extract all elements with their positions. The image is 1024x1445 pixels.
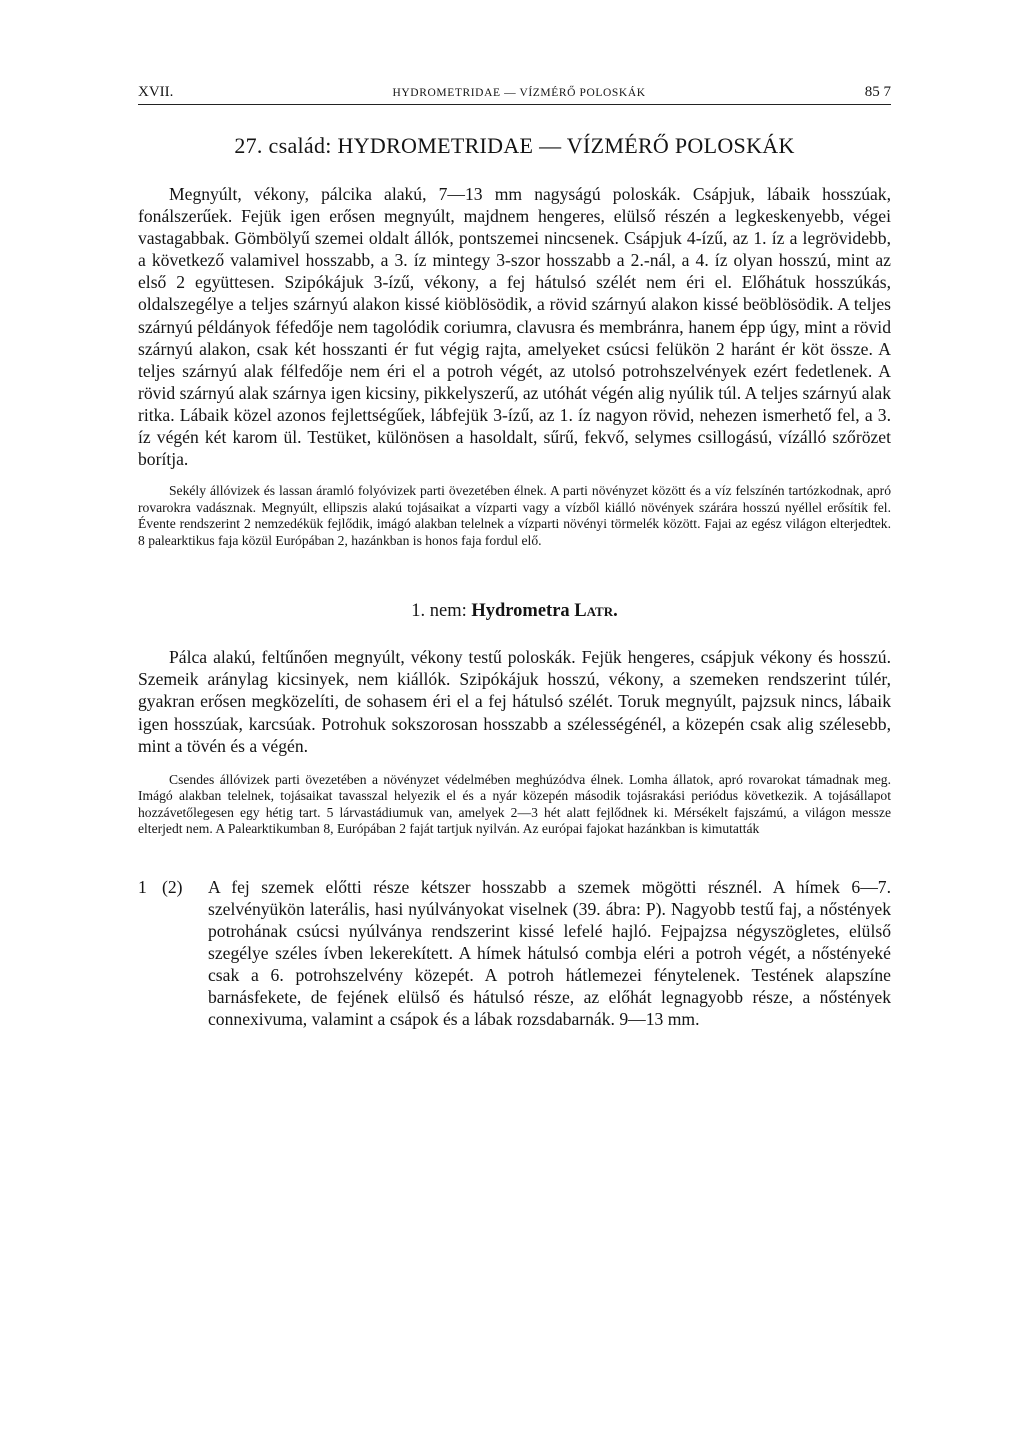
running-head bbox=[138, 84, 891, 105]
family-description: Megnyúlt, vékony, pálcika alakú, 7—13 mm nagyságú poloskák. Csápjuk, lábaik hosszúak, fonálszerűek. Fejük igen erősen megnyúlt, majdnem hengeres, elülső részén a legkeskenyebb, végei vastagabbak. Gömbölyű szemei oldalt állók, pontszemei nincsenek. Csápjuk 4-ízű, az 1. íz a legrövidebb, a következő valamivel hosszabb, a 3. íz mintegy 3-szor hosszabb a 2.-nál, a 4. íz olyan hosszú, mint az első 2 együttesen. Szipókájuk 3-ízű, vékony, a fej hátulsó szélét nem éri el. Előhátuk hosszúkás, oldalszegélye a teljes szárnyú alakon kissé kiöblösödik, a rövid szárnyú alakon kissé beöblösödik. A teljes szárnyú példányok féfedője nem tagolódik coriumra, clavusra és membránra, hanem épp úgy, mint a rövid szárnyú alakon, csak két hosszanti ér fut végig rajta, amelyeket csúcsi felükön 2 haránt ér köt össze. A teljes szárnyú alak félfedője nem éri el a potroh végét, az utolsó potrohszelvények ezért fedetlenek. A rövid szárnyú alak szárnya igen kicsiny, pikkelyszerű, az utóhát végén alig nyúlik túl. A teljes szárnyú alak ritka. Lábaik közel azonos fejlettségűek, lábfejük 3-ízű, az 1. íz nagyon rövid, nehezen ismerhető fel, a 3. íz végén két karom ül. Testüket, különösen a hasoldalt, sűrű, fekvő, selymes csillogású, vízálló szőrözet borítja. bbox=[138, 184, 891, 470]
chapter-number: XVII. bbox=[138, 84, 174, 100]
genus-title bbox=[138, 601, 891, 622]
family-ecology-note: Sekély állóvizek és lassan áramló folyóvizek parti övezetében élnek. A parti növényzet között és a víz felszínén tartózkodnak, apró rovarokra vadásznak. Megnyúlt, ellipszis alakú tojásaikat a vízparti vagy a vízből kiálló növények szárára hosszú nyéllel erősítik fel. Évente rendszerint 2 nemzedékük fejlődik, imágó alakban telelnek a vízparti növényi törmelék között. Fajai az egész világon elterjedtek. 8 palearktikus faja közül Európában 2, hazánkban is honos faja fordul elő. bbox=[138, 483, 891, 548]
identification-key-entry bbox=[138, 876, 891, 1031]
key-reference: (2) bbox=[162, 876, 183, 897]
key-text: A fej szemek előtti része kétszer hosszabb a szemek mögötti résznél. A hímek 6—7. szelvényükön laterális, hasi nyúlványokat viselnek (39. ábra: P). Nagyobb testű faj, a nőstények potrohának csúcsi nyúlványa rendszerint kissé lefelé hajló. Fejpajzsa négyszögletes, elülső szegélye széles ívben lekerekített. A hímek hátulsó combja eléri a potroh végét, a nőstényeké csak a 6. potrohszelvény közepét. A potroh hátlemezei fénytelenek. Testének alapszíne barnásfekete, de fejének elülső és hátulsó része, az előhát legnagyobb része, a nőstények connexivuma, valamint a csápok és a lábak rozsdabarnák. 9—13 mm. bbox=[208, 876, 891, 1030]
genus-prefix: 1. nem: bbox=[411, 601, 472, 622]
genus-description: Pálca alakú, feltűnően megnyúlt, vékony testű poloskák. Fejük hengeres, csápjuk vékony és hosszú. Szemeik aránylag kicsinyek, nem kiállók. Szipókájuk hosszú, vékony, a szemeken rendszerint túlér, gyakran erősen megközelíti, de sohasem éri el a fej hátulsó szélét. Toruk megnyúlt, pajzsuk nincs, lábaik igen hosszúak, karcsúak. Potrohuk sokszorosan hosszabb a szélességénél, a közepén csak alig szélesebb, mint a tövén és a végén. bbox=[138, 647, 891, 756]
key-label bbox=[0, 876, 200, 1031]
book-page bbox=[138, 84, 891, 1030]
genus-author: Latr. bbox=[574, 601, 618, 622]
running-title: HYDROMETRIDAE — VÍZMÉRŐ POLOSKÁK bbox=[392, 87, 646, 99]
page-number: 85 7 bbox=[864, 84, 891, 100]
genus-ecology-note: Csendes állóvizek parti övezetében a növényzet védelmében meghúzódva élnek. Lomha állatok, apró rovarokat támadnak meg. Imágó alakban telelnek, tojásaikat tavasszal helyezik el és a nyár közepén második tojásrakási periódus következik. A tojásállapot hozzávetőlegesen egy hétig tart. 5 lárvastádiumuk van, amelyek 2—3 hét alatt fejlődnek ki. Mérsékelt fajszámú, a világon messze elterjedt nem. A Palearktikumban 8, Európában 2 faját tartjuk nyilván. Az európai fajokat hazánkban is kimutatták bbox=[138, 771, 891, 837]
genus-name: Hydrometra bbox=[471, 601, 570, 622]
key-number: 1 bbox=[138, 876, 147, 897]
family-title: 27. család: HYDROMETRIDAE — VÍZMÉRŐ POLOSKÁK bbox=[234, 133, 795, 158]
